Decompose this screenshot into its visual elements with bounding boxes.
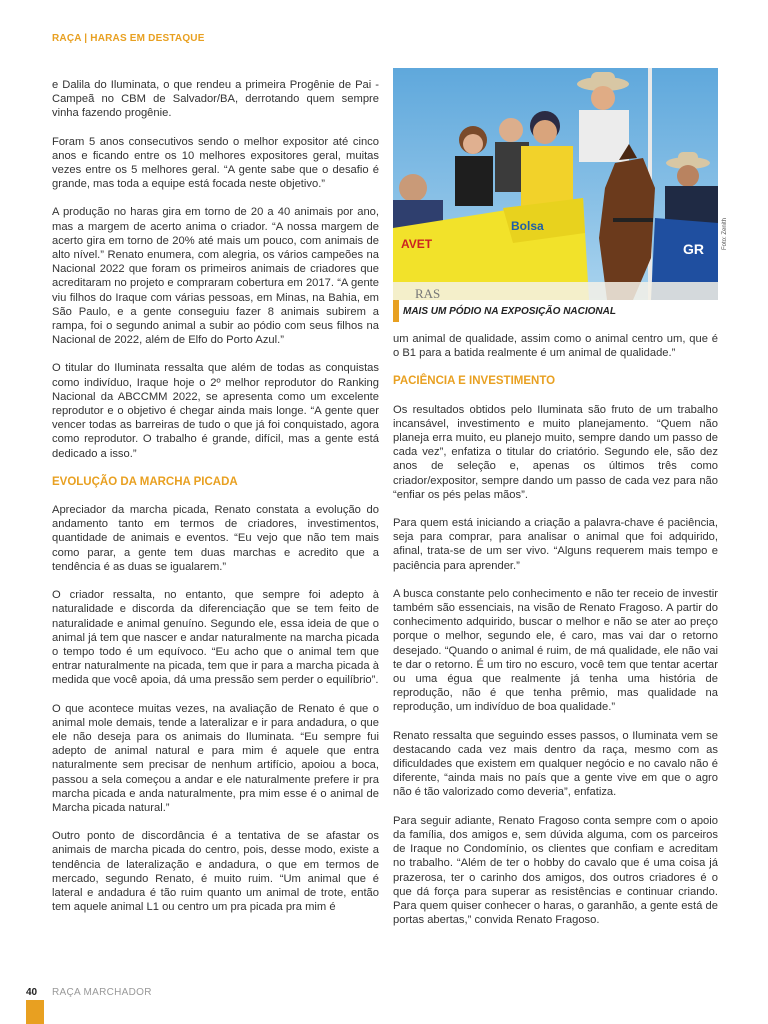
banner-text: AVET [401, 237, 433, 251]
running-header: RAÇA | HARAS EM DESTAQUE [52, 33, 205, 44]
paragraph: O que acontece muitas vezes, na avaliação de Renato é que o animal mole demais, tende a lateralizar e ir para andadura, o que ele não deseja para os animais do Iluminata. “Eu sempre fui adepto de animal natural e para mim é aquele que entra naturalmente sem precisar de nenhum artifício, apoiou a boca, passou a sela começou a andar e ele naturalmente prefere ir pra marcha picada e anda naturalmente, pra mim esse é o animal de Marcha picada natural.” [52, 702, 379, 814]
paragraph: Para seguir adiante, Renato Fragoso conta sempre com o apoio da família, dos amigos e, sem dúvida alguma, com os parceiros de Iraque no Condomínio, os clientes que confiam e acreditam no trabalho. “Além de ter o hobby do cavalo que é uma coisa já prazerosa, ter o carinho dos amigos, dos outros criadores é o que dá força para superar as resistências e continuar criando. Para quem quiser conhecer o haras, o garanhão, a gente está de portas abertas,” convida Renato Fragoso. [393, 814, 718, 927]
banner-text: Bolsa [511, 219, 544, 233]
page-number: 40 [26, 987, 38, 998]
paragraph: A busca constante pelo conhecimento e não ter receio de investir também são essenciais, na visão de Renato Fragoso. A partir do conhecimento adquirido, buscar o melhor e não se ater ao preço porque o melhor, segundo ele, é caro, mas vai dar o retorno desejado. “Quando o animal é ruim, de má qualidade, ele não vai te dar o retorno. É um tiro no escuro, você tem que tentar acertar ou uma égua que realmente já tenha uma história de reprodução, não é que tenha prêmio, mas qualidade na reprodução, um indivíduo de boa qualidade.” [393, 587, 718, 714]
left-column [52, 78, 379, 928]
section-heading: EVOLUÇÃO DA MARCHA PICADA [52, 475, 238, 488]
caption-accent-bar [393, 300, 399, 322]
paragraph: O titular do Iluminata ressalta que além de todas as conquistas como indivíduo, Iraque hoje o 2º melhor reprodutor do Ranking Nacional da ABCCMM 2022, se apresenta como um excelente reprodutor e o objetivo é chegar ainda mais longe. “A gente quer vencer todas as barreiras de tudo o que já foi conquistado, agora como reprodutor. O trabalho é grande, difícil, mas a gente está dedicado a isso.” [52, 362, 379, 460]
paragraph: A produção no haras gira em torno de 20 a 40 animais por ano, mas a margem de acerto anima o criador. “A nossa margem de acerto gira em torno de 20% até mais um pouco, com animais de alto nível.” Renato enumera, com alegria, os vários campeões na Nacional 2022 que foram os primeiros animais de criadores que acreditaram no projeto e compraram cobertura em 2017. “A gente viu filhos do Iraque com várias pessoas, em Minas, na Bahia, em São Paulo, e a gente conseguiu fazer 8 animais subirem a rampa, foi o segundo animal a subir ao pódio com seus filhos na Nacional de 2022, além de Elfo do Porto Azul.” [52, 206, 379, 347]
banner-text: RAS [415, 286, 441, 300]
footer-accent-bar [26, 1000, 44, 1024]
paragraph: O criador ressalta, no entanto, que sempre foi adepto à naturalidade e discorda da diferenciação que se tem feito de naturalidade e animal genuíno. Segundo ele, essa ideia de que o animal já tem que nascer e andar naturalmente na marcha picada o tempo todo é um equívoco. “Eu acho que o animal tem que entrar naturalmente na picada, tem que ir para a marcha picada à medida que você apoia, dá uma pressão sem perder o equilíbrio”. [52, 589, 379, 687]
banner-text: GR [683, 241, 704, 257]
paragraph: Foram 5 anos consecutivos sendo o melhor expositor até cinco anos e ficando entre os 10 melhores expositores geral, muitas vezes entre os 5 melhores geral. “A gente sabe que o desafio é grande, mas toda a equipe está focada neste objetivo.” [52, 135, 379, 191]
photo-credit: Foto: Zenith [722, 217, 728, 250]
magazine-name: RAÇA MARCHADOR [52, 987, 152, 998]
section-heading: PACIÊNCIA E INVESTIMENTO [393, 375, 556, 388]
paragraph: Renato ressalta que seguindo esses passos, o Iluminata vem se destacando cada vez mais dentro da raça, mesmo com as dificuldades que existem em qualquer negócio e no cavalo não é diferente, “ainda mais no país que a gente vive em que o agro não é tão valorizado como deveria”, enfatiza. [393, 729, 718, 799]
paragraph: Os resultados obtidos pelo Iluminata são fruto de um trabalho incansável, investimento e muito planejamento. “Quem não planeja erra muito, eu planejo muito, sempre dando um passo de cada vez”, enfatiza o titular do criatório. Segundo ele, são dez anos de seleção e, apenas os últimos três como criador/expositor, sempre dando um passo de cada vez para não “enfiar os pés pelas mãos”. [393, 403, 718, 501]
photo-caption: MAIS UM PÓDIO NA EXPOSIÇÃO NACIONAL [403, 306, 616, 317]
right-column [393, 332, 718, 941]
paragraph: Outro ponto de discordância é a tentativa de se afastar os animais de marcha picada do centro, pois, desse modo, existe a tendência de lateralização e andadura, o que em termos de mercado, segundo Renato, é muito ruim. “Um animal que é lateral e andadura é tão ruim quanto um animal de trote, então tem aquele animal L1 ou centro um pra picada pra mim é [52, 830, 379, 914]
paragraph: Apreciador da marcha picada, Renato constata a evolução do andamento tanto em termos de criadores, investimentos, quantidade de animais e eventos. “Eu vejo que não tem mais como parar, a gente tem duas marchas e acredito que a tendência é as duas se igualarem.” [52, 504, 379, 573]
paragraph: e Dalila do Iluminata, o que rendeu a primeira Progênie de Pai - Campeã no CBM de Salvador/BA, derrotando quem sempre vinha fazendo progênie. [52, 79, 379, 120]
paragraph: Para quem está iniciando a criação a palavra-chave é paciência, seja para comprar, para analisar o animal que foi adquirido, afinal, trata-se de um ser vivo. “Alguns requerem mais tempo e paciência para aprender.” [393, 517, 718, 572]
paragraph: um animal de qualidade, assim como o animal centro um, que é o B1 para a batida realmente é um animal de qualidade.” [393, 333, 718, 360]
podium-photo [393, 68, 718, 300]
